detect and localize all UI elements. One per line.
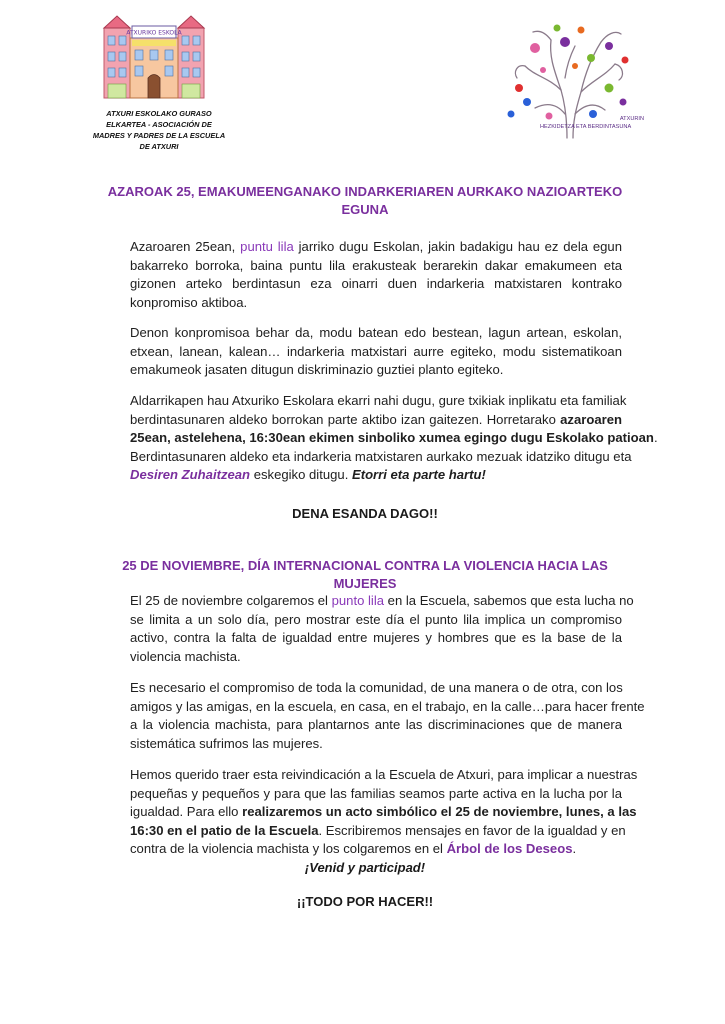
basque-title	[100, 183, 630, 219]
paragraph-line: etxean, lanean, kalean… indarkeria matxistari aurre egiteko, modu sistematikoan	[130, 343, 622, 359]
spanish-call-to-action: ¡Venid y participad!	[304, 860, 426, 875]
basque-paragraph-2	[130, 324, 622, 380]
text-run: berdintasunaren aldeko borrokan parte aktibo izan gaitezen. Horretarako	[130, 411, 561, 427]
text-run: eskegiko ditugu.	[250, 467, 352, 482]
paragraph-line: emakumeok jasaten ditugun diskriminazio guztiei planto egiteko.	[130, 362, 504, 377]
basque-paragraph-1	[130, 238, 622, 312]
basque-closing: DENA ESANDA DAGO!!	[292, 506, 438, 521]
caption-line: ATXURI ESKOLAKO GURASO	[106, 109, 212, 118]
paragraph-line: violencia machista.	[130, 648, 241, 664]
paragraph-line: Aldarrikapen hau Atxuriko Eskolara ekarri nahi dugu, gure txikiak inplikatu eta familiak	[130, 393, 627, 408]
school-sign-text: ATXURIKO ESKOLA	[126, 29, 182, 37]
paragraph-line	[130, 592, 634, 611]
highlight-text: Árbol de los Deseos	[446, 841, 573, 856]
paragraph-line: a la violencia machista, para plantarnos ante las discriminaciones que de manera	[130, 717, 622, 732]
paragraph-line	[130, 803, 637, 822]
paragraph-line: gizonen arteko berdintasun eza oinarri duen indarkeria matxistaren kontrako	[130, 276, 622, 291]
text-run: jarriko dugu Eskolan, jakin badakigu hau ez dela egun	[293, 239, 622, 254]
text-run: igualdad. Para ello	[130, 804, 243, 819]
bold-text: azaroaren	[560, 411, 622, 427]
bold-text: realizaremos un acto simbólico el 25 de noviembre, lunes, a las	[242, 804, 637, 819]
spanish-closing: ¡¡TODO POR HACER!!	[296, 894, 434, 909]
text-run: .	[572, 841, 577, 856]
paragraph-line	[130, 466, 622, 485]
text-run: Azaroaren 25ean,	[130, 239, 241, 254]
paragraph-line: pequeñas y pequeños y para que las familias seamos parte activa en la lucha por la	[130, 785, 622, 801]
text-run: . Escribiremos mensajes en favor de la igualdad y en	[318, 822, 626, 838]
paragraph-line: Hemos querido traer esta reivindicación a la Escuela de Atxuri, para implicar a nuestras	[130, 767, 638, 782]
basque-paragraph-3	[130, 392, 658, 485]
highlight-text: puntu lila	[240, 239, 294, 254]
paragraph-line	[130, 822, 626, 841]
highlight-text: punto lila	[331, 593, 385, 608]
caption-line: MADRES Y PADRES DE LA ESCUELA	[92, 131, 226, 140]
caption-line: DE ATXURI	[139, 142, 179, 151]
bold-text: 16:30 en el patio de la Escuela	[130, 822, 319, 838]
title-line: EGUNA	[341, 202, 389, 217]
text-run: .	[653, 430, 658, 445]
title-line: AZAROAK 25, EMAKUMEENGANAKO INDARKERIAREN AURKAKO NAZIOARTEKO	[107, 184, 623, 199]
paragraph-line: konpromiso aktiboa.	[130, 294, 248, 310]
highlight-text: Desiren Zuhaitzean	[130, 467, 251, 482]
bold-text: 25ean, astelehena, 16:30ean ekimen sinboliko xumea egingo dugu Eskolako patioan	[130, 430, 654, 445]
paragraph-line	[130, 429, 658, 448]
paragraph-line: activo, contra la falta de igualdad entre mujeres y hombres que es la base de la	[130, 630, 622, 645]
paragraph-line: sistemática sufrimos las mujeres.	[130, 735, 323, 751]
paragraph-line	[130, 238, 622, 257]
paragraph-line	[130, 840, 622, 859]
paragraph-line: amigos y las amigas, en la escuela, en casa, en el trabajo, en la calle…para hacer frente	[130, 698, 645, 714]
text-run: El 25 de noviembre colgaremos el	[130, 593, 332, 608]
school-building-drawing	[98, 14, 210, 102]
text-run: contra de la violencia machista y los colgaremos en el	[130, 841, 447, 856]
spanish-paragraph-2	[130, 679, 645, 753]
text-run: en la Escuela, sabemos que esta lucha no	[384, 593, 634, 608]
paragraph-line: Denon konpromisoa behar da, modu batean edo bestean, lagun artean, eskolan,	[130, 325, 622, 340]
tree-caption-line: ATXURIN	[619, 116, 644, 122]
paragraph-line: bakarreko borroka, baina puntu lila erakusteak berarekin dakar emakumeen eta	[130, 257, 622, 273]
title-line: 25 DE NOVIEMBRE, DÍA INTERNACIONAL CONTRA LA VIOLENCIA HACIA LAS MUJERES	[122, 558, 608, 591]
spanish-paragraph-1	[130, 592, 634, 666]
caption-line: ELKARTEA - ASOCIACIÓN DE	[106, 120, 212, 129]
spanish-paragraph-3	[130, 766, 638, 859]
paragraph-line	[130, 411, 622, 430]
spanish-title	[100, 557, 630, 593]
paragraph-line: Es necesario el compromiso de toda la comunidad, de una manera o de otra, con los	[130, 680, 623, 695]
paragraph-line: se limita a un solo día, pero mostrar este día el punto lila implica un compromiso	[130, 611, 622, 627]
tree-logo-caption	[540, 115, 644, 131]
school-association-name	[84, 108, 234, 152]
paragraph-line: Berdintasunaren aldeko eta indarkeria matxistaren aurkako mezuak idatziko ditugu eta	[130, 448, 632, 464]
call-to-action: Etorri eta parte hartu!	[351, 467, 486, 482]
tree-caption-line: HEZKIDETZA ETA BERDINTASUNA	[540, 124, 632, 130]
